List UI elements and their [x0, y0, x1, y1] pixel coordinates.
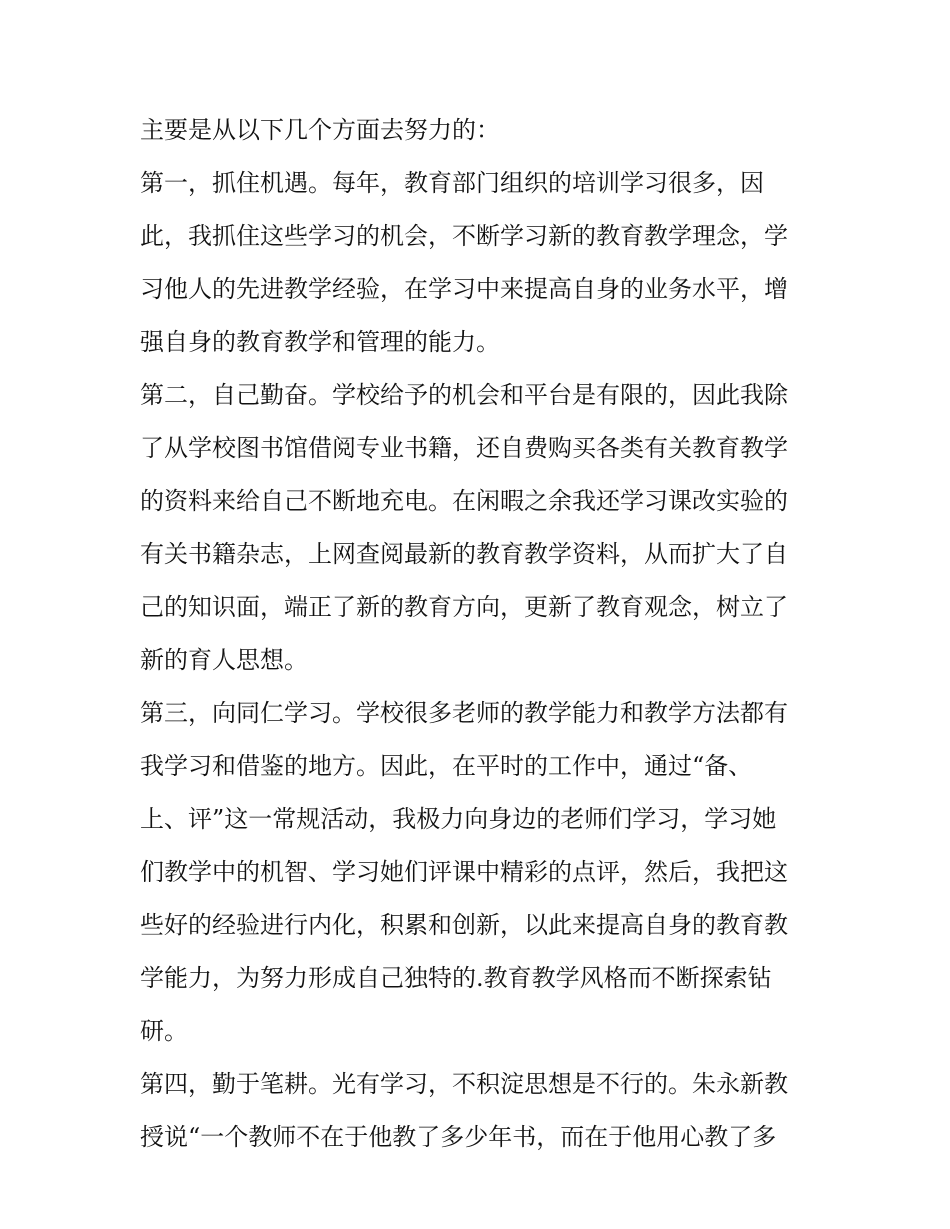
- text-line: 些好的经验进行内化，积累和创新，以此来提高自身的教育教: [140, 911, 788, 939]
- text-line: 第二，自己勤奋。学校给予的机会和平台是有限的，因此我除: [140, 381, 788, 409]
- text-line: 研。: [140, 1017, 188, 1045]
- text-line: 第三，向同仁学习。学校很多老师的教学能力和教学方法都有: [140, 699, 788, 727]
- text-line: 我学习和借鉴的地方。因此，在平时的工作中，通过“备、: [140, 752, 753, 780]
- body-text: [140, 104, 820, 1164]
- text-line: 己的知识面，端正了新的教育方向，更新了教育观念，树立了: [140, 593, 788, 621]
- text-line: 习他人的先进教学经验，在学习中来提高自身的业务水平，增: [140, 275, 788, 303]
- text-line: 此，我抓住这些学习的机会，不断学习新的教育教学理念，学: [140, 222, 788, 250]
- text-line: 第四，勤于笔耕。光有学习，不积淀思想是不行的。朱永新教: [140, 1070, 788, 1098]
- text-line: 新的育人思想。: [140, 646, 308, 674]
- text-line: 们教学中的机智、学习她们评课中精彩的点评，然后，我把这: [140, 858, 788, 886]
- text-line: 主要是从以下几个方面去努力的：: [140, 116, 500, 144]
- text-line: 第一，抓住机遇。每年，教育部门组织的培训学习很多，因: [140, 169, 764, 197]
- text-line: 学能力，为努力形成自己独特的.教育教学风格而不断探索钻: [140, 964, 772, 992]
- text-line: 授说“一个教师不在于他教了多少年书，而在于他用心教了多: [140, 1123, 777, 1151]
- text-line: 了从学校图书馆借阅专业书籍，还自费购买各类有关教育教学: [140, 434, 788, 462]
- text-line: 有关书籍杂志，上网查阅最新的教育教学资料，从而扩大了自: [140, 540, 788, 568]
- text-line: 的资料来给自己不断地充电。在闲暇之余我还学习课改实验的: [140, 487, 788, 515]
- text-line: 上、评”这一常规活动，我极力向身边的老师们学习，学习她: [140, 805, 777, 833]
- text-line: 强自身的教育教学和管理的能力。: [140, 328, 500, 356]
